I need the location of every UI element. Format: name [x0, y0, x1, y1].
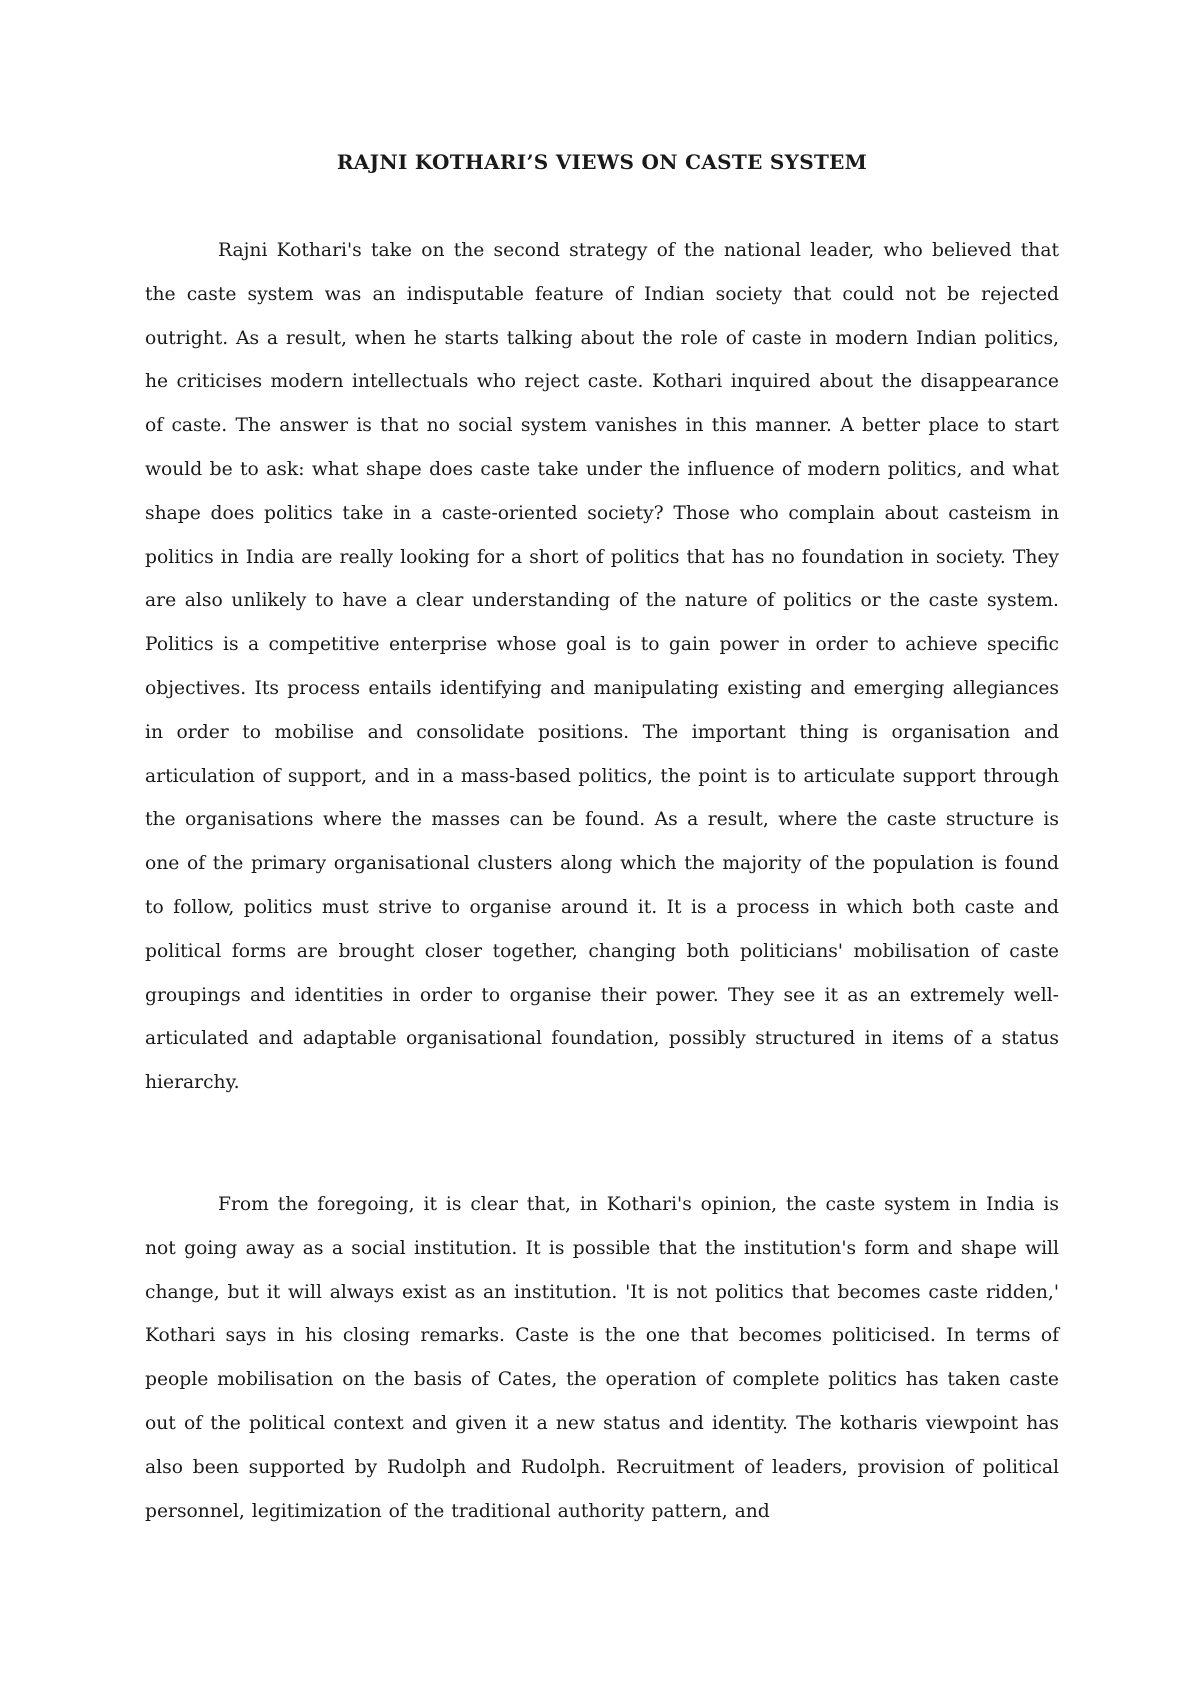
page-title: RAJNI KOTHARI’S VIEWS ON CASTE SYSTEM	[336, 150, 868, 174]
paragraph-2: From the foregoing, it is clear that, in Kothari's opinion, the caste system in India is not going away as a social institution. It is possible that the institution's form and shape will change, but it will always exist as an institution. 'It is not politics that becomes caste ridden,' Kothari says in his closing remarks. Caste is the one that becomes politicised. In terms of people mobilisation on the basis of Cates, the operation of complete politics has taken caste out of the political context and given it a new status and identity. The kotharis viewpoint has also been supported by Rudolph and Rudolph. Recruitment of leaders, provision of political personnel, legitimization of the traditional authority pattern, and	[145, 1194, 1059, 1522]
paragraph-1: Rajni Kothari's take on the second strategy of the national leader, who believed that the caste system was an indisputable feature of Indian society that could not be rejected outright. As a result, when he starts talking about the role of caste in modern Indian politics, he criticises modern intellectuals who reject caste. Kothari inquired about the disappearance of caste. The answer is that no social system vanishes in this manner. A better place to start would be to ask: what shape does caste take under the influence of modern politics, and what shape does politics take in a caste-oriented society? Those who complain about casteism in politics in India are really looking for a short of politics that has no foundation in society. They are also unlikely to have a clear understanding of the nature of politics or the caste system. Politics is a competitive enterprise whose goal is to gain power in order to achieve specific objectives. Its process entails identifying and manipulating existing and emerging allegiances in order to mobilise and consolidate positions. The important thing is organisation and articulation of support, and in a mass-based politics, the point is to articulate support through the organisations where the masses can be found. As a result, where the caste structure is one of the primary organisational clusters along which the majority of the population is found to follow, politics must strive to organise around it. It is a process in which both caste and political forms are brought closer together, changing both politicians' mobilisation of caste groupings and identities in order to organise their power. They see it as an extremely well-articulated and adaptable organisational foundation, possibly structured in items of a status hierarchy.	[145, 240, 1059, 1094]
